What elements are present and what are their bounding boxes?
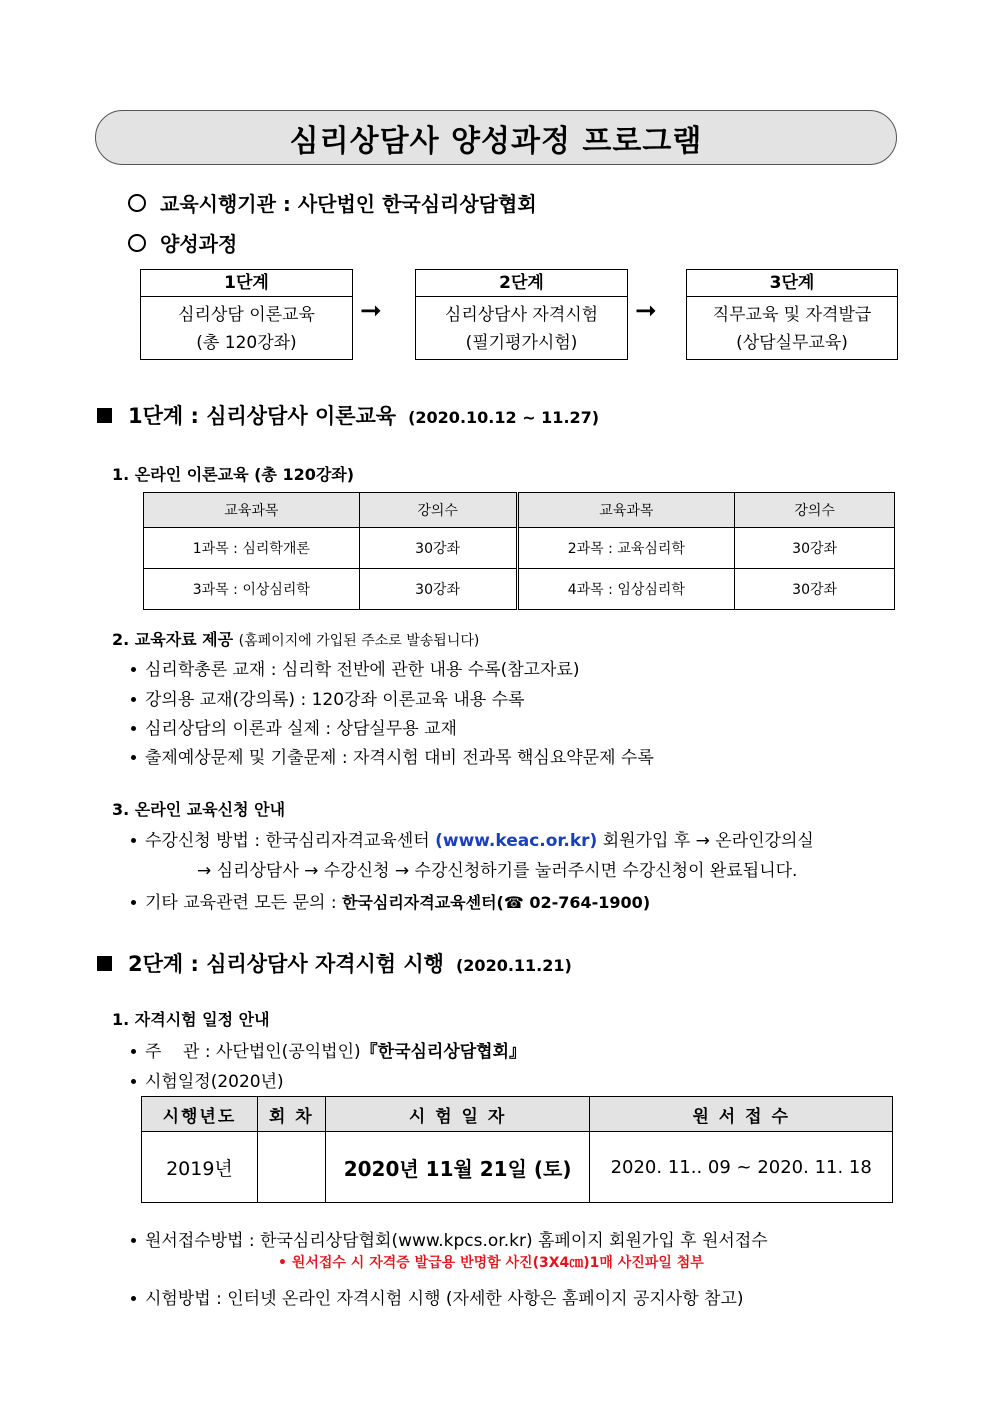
org-line bbox=[128, 188, 537, 217]
receipt-text: 원서접수방법 : 한국심리상담협회(www.kpcs.or.kr) 홈페이지 회원가입 후 원서접수 bbox=[145, 1231, 768, 1251]
section2-date: (2020.11.21) bbox=[455, 956, 572, 975]
course-table bbox=[143, 492, 895, 610]
keac-link[interactable]: (www.keac.or.kr) bbox=[435, 831, 598, 851]
course-line-text: 양성과정 bbox=[160, 232, 238, 256]
stage-line2: (필기평가시험) bbox=[465, 333, 578, 353]
dot-bullet-icon bbox=[131, 1079, 136, 1084]
table-cell bbox=[257, 1132, 325, 1203]
schedule-label: 시험일정(2020년) bbox=[145, 1072, 284, 1092]
dot-bullet-icon bbox=[131, 697, 136, 702]
section2-sub1: 1. 자격시험 일정 안내 bbox=[112, 1010, 270, 1029]
dot-bullet-icon bbox=[131, 755, 136, 760]
dot-bullet-icon bbox=[131, 838, 136, 843]
section1-date: (2020.10.12 ~ 11.27) bbox=[408, 408, 600, 427]
table-cell: 2019년 bbox=[142, 1132, 258, 1203]
apply-suffix: 회원가입 후 → 온라인강의실 bbox=[597, 831, 814, 851]
list-item bbox=[131, 888, 650, 913]
dot-bullet-icon bbox=[131, 900, 136, 905]
table-header-cell: 강의수 bbox=[359, 493, 517, 528]
right-arrow-icon: ➞ bbox=[635, 296, 657, 326]
stage-head: 2단계 bbox=[416, 270, 627, 297]
stage-head: 3단계 bbox=[687, 270, 897, 297]
dot-bullet-icon bbox=[131, 726, 136, 731]
table-header-row bbox=[142, 1097, 893, 1132]
table-header-cell: 시행년도 bbox=[142, 1097, 258, 1132]
stage-head: 1단계 bbox=[141, 270, 352, 297]
apply-prefix: 수강신청 방법 : 한국심리자격교육센터 bbox=[145, 831, 436, 851]
section2-heading-text: 2단계 : 심리상담사 자격시험 시행 bbox=[128, 952, 444, 976]
host-name: 『한국심리상담협회』 bbox=[360, 1042, 527, 1062]
stage-box-1 bbox=[140, 269, 353, 360]
table-header-cell: 강의수 bbox=[735, 493, 895, 528]
table-cell: 2과목 : 교육심리학 bbox=[517, 528, 735, 569]
page-title-text: 심리상담사 양성과정 프로그램 bbox=[289, 123, 703, 159]
dot-bullet-icon bbox=[131, 1296, 136, 1301]
stage-box-2 bbox=[415, 269, 628, 360]
table-header-cell: 원 서 접 수 bbox=[590, 1097, 893, 1132]
stage-line1: 심리상담사 자격시험 bbox=[444, 305, 599, 325]
table-cell: 4과목 : 임상심리학 bbox=[517, 569, 735, 610]
table-header-cell: 교육과목 bbox=[517, 493, 735, 528]
table-header-cell: 시 험 일 자 bbox=[325, 1097, 590, 1132]
square-bullet-icon bbox=[97, 956, 112, 971]
stage-line1: 심리상담 이론교육 bbox=[178, 305, 315, 325]
table-cell: 30강좌 bbox=[735, 569, 895, 610]
section1-sub1: 1. 온라인 이론교육 (총 120강좌) bbox=[112, 465, 355, 484]
section1-sub2-text: 2. 교육자료 제공 bbox=[112, 630, 234, 649]
page-title bbox=[95, 110, 897, 165]
table-header-cell: 교육과목 bbox=[144, 493, 360, 528]
apply-line2: → 심리상담사 → 수강신청 → 수강신청하기를 눌러주시면 수강신청이 완료됩니다. bbox=[197, 861, 798, 881]
table-cell: 2020년 11월 21일 (토) bbox=[325, 1132, 590, 1203]
list-item bbox=[131, 655, 580, 680]
stage-box-3 bbox=[686, 269, 898, 360]
method-text: 시험방법 : 인터넷 온라인 자격시험 시행 (자세한 사항은 홈페이지 공지사항 참고) bbox=[145, 1289, 744, 1309]
list-item-text: 심리학총론 교재 : 심리학 전반에 관한 내용 수록(참고자료) bbox=[145, 660, 580, 680]
stage-line2: (총 120강좌) bbox=[196, 333, 297, 353]
course-line bbox=[128, 228, 237, 257]
list-item bbox=[131, 743, 654, 768]
list-item-text: 심리상담의 이론과 실제 : 상담실무용 교재 bbox=[145, 719, 457, 739]
table-cell: 30강좌 bbox=[359, 528, 517, 569]
contact-prefix: 기타 교육관련 모든 문의 : bbox=[145, 893, 342, 913]
stage-line1: 직무교육 및 자격발급 bbox=[712, 305, 872, 325]
section1-heading bbox=[97, 400, 599, 430]
receipt-note: • 원서접수 시 자격증 발급용 반명함 사진(3X4㎝)1매 사진파일 첨부 bbox=[278, 1255, 704, 1271]
circle-bullet-icon bbox=[128, 194, 146, 212]
list-item bbox=[131, 1226, 768, 1251]
section2-heading bbox=[97, 948, 572, 978]
host-prefix: 주 관 : 사단법인(공익법인) bbox=[145, 1042, 361, 1062]
section1-heading-text: 1단계 : 심리상담사 이론교육 bbox=[128, 404, 397, 428]
exam-table bbox=[141, 1096, 893, 1203]
stage-line2: (상담실무교육) bbox=[736, 333, 848, 353]
list-item bbox=[131, 1067, 284, 1092]
list-item bbox=[131, 714, 457, 739]
list-item bbox=[131, 826, 814, 851]
table-row bbox=[142, 1132, 893, 1203]
section1-sub3: 3. 온라인 교육신청 안내 bbox=[112, 800, 286, 819]
circle-bullet-icon bbox=[128, 234, 146, 252]
table-cell: 3과목 : 이상심리학 bbox=[144, 569, 360, 610]
table-cell: 30강좌 bbox=[359, 569, 517, 610]
right-arrow-icon: ➞ bbox=[360, 296, 382, 326]
dot-bullet-icon bbox=[131, 667, 136, 672]
org-line-text: 교육시행기관 : 사단법인 한국심리상담협회 bbox=[160, 192, 537, 216]
section1-sub2 bbox=[112, 627, 479, 650]
dot-bullet-icon bbox=[131, 1238, 136, 1243]
list-item-text: 출제예상문제 및 기출문제 : 자격시험 대비 전과목 핵심요약문제 수록 bbox=[145, 748, 654, 768]
square-bullet-icon bbox=[97, 408, 112, 423]
table-cell: 30강좌 bbox=[735, 528, 895, 569]
table-row bbox=[144, 528, 895, 569]
section1-sub2-note: (홈페이지에 가입된 주소로 발송됩니다) bbox=[238, 633, 480, 649]
table-cell: 2020. 11.. 09 ~ 2020. 11. 18 bbox=[590, 1132, 893, 1203]
list-item bbox=[131, 1284, 744, 1309]
list-item bbox=[131, 685, 524, 710]
table-row bbox=[144, 569, 895, 610]
list-item-text: 강의용 교재(강의록) : 120강좌 이론교육 내용 수록 bbox=[145, 690, 525, 710]
table-header-row bbox=[144, 493, 895, 528]
table-header-cell: 회 차 bbox=[257, 1097, 325, 1132]
dot-bullet-icon bbox=[131, 1049, 136, 1054]
list-item bbox=[131, 1037, 526, 1062]
contact-info: 한국심리자격교육센터(☎ 02-764-1900) bbox=[341, 893, 651, 912]
table-cell: 1과목 : 심리학개론 bbox=[144, 528, 360, 569]
